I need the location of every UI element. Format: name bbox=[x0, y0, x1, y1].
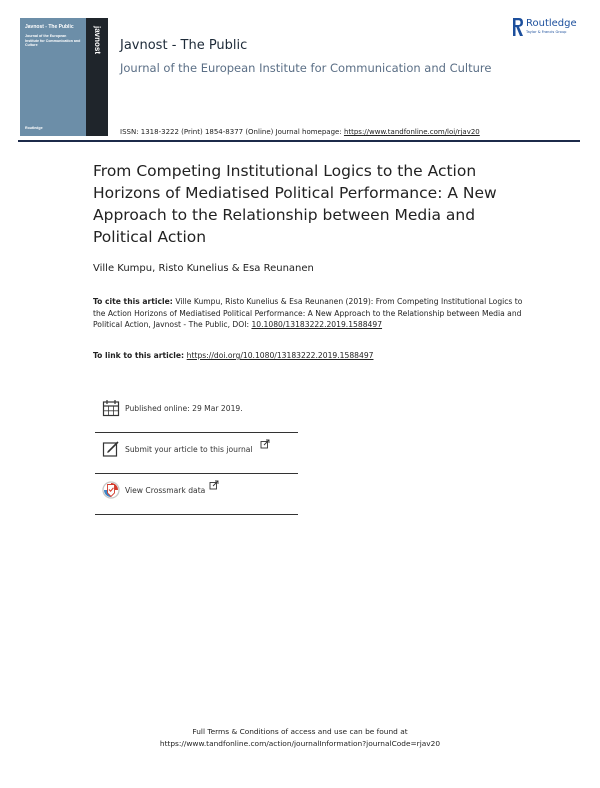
cover-publisher: Routledge bbox=[25, 126, 43, 130]
cite-label: To cite this article: bbox=[93, 297, 176, 306]
routledge-logo-icon bbox=[511, 17, 524, 37]
publisher-name: Routledge bbox=[526, 18, 577, 29]
footer bbox=[0, 726, 600, 750]
calendar-icon bbox=[102, 399, 120, 417]
issn-text: ISSN: 1318-3222 (Print) 1854-8377 (Online) Journal homepage: bbox=[120, 128, 344, 136]
edit-icon bbox=[102, 440, 120, 458]
external-link-icon bbox=[209, 480, 219, 490]
cover-journal-title: Javnost - The Public bbox=[25, 24, 74, 30]
published-online-text: Published online: 29 Mar 2019. bbox=[125, 404, 243, 413]
link-line bbox=[93, 351, 373, 360]
journal-title[interactable]: Javnost - The Public bbox=[120, 38, 248, 53]
cover-spine-text: javnost bbox=[93, 26, 102, 55]
doi-link[interactable]: 10.1080/13183222.2019.1588497 bbox=[251, 320, 383, 329]
cover-panel bbox=[20, 18, 86, 136]
crossmark-link[interactable]: View Crossmark data bbox=[125, 486, 206, 495]
header-divider bbox=[18, 140, 580, 142]
article-link[interactable]: https://doi.org/10.1080/13183222.2019.1588497 bbox=[186, 351, 374, 360]
article-authors: Ville Kumpu, Risto Kunelius & Esa Reunanen bbox=[93, 263, 314, 274]
issn-line bbox=[120, 128, 480, 136]
citation-block bbox=[93, 296, 533, 331]
article-title: From Competing Institutional Logics to the Action Horizons of Mediatised Political Performance: A New Approach to the Relationship between Media and Political Action bbox=[93, 162, 497, 246]
footer-terms-link[interactable]: https://www.tandfonline.com/action/journalInformation?journalCode=rjav20 bbox=[159, 739, 441, 748]
footer-terms-text: Full Terms & Conditions of access and use can be found at bbox=[192, 727, 408, 736]
info-divider bbox=[95, 514, 298, 516]
submit-article-row[interactable] bbox=[95, 436, 298, 474]
cite-text: Ville Kumpu, Risto Kunelius & Esa Reunanen (2019): From Competing Institutional Logics to the Action Horizons of Mediatised Political Performance: A New Approach to the Relationship between Media and Political Action, Javnost - The Public, DOI: bbox=[93, 297, 523, 329]
crossmark-icon bbox=[102, 481, 120, 499]
external-link-icon bbox=[260, 439, 270, 449]
publisher-tagline: Taylor & Francis Group bbox=[526, 30, 567, 34]
journal-cover-image bbox=[20, 18, 108, 136]
link-label: To link to this article: bbox=[93, 351, 187, 360]
info-divider bbox=[95, 473, 298, 475]
crossmark-row[interactable] bbox=[95, 477, 298, 515]
cover-journal-subtitle: Journal of the European Institute for Communication and Culture bbox=[25, 34, 81, 48]
submit-article-link[interactable]: Submit your article to this journal bbox=[125, 445, 253, 454]
journal-subtitle: Journal of the European Institute for Communication and Culture bbox=[120, 61, 492, 75]
info-divider bbox=[95, 432, 298, 434]
journal-homepage-link[interactable]: https://www.tandfonline.com/loi/rjav20 bbox=[343, 128, 480, 136]
publisher-logo[interactable] bbox=[511, 17, 596, 39]
published-online-row bbox=[95, 395, 298, 433]
